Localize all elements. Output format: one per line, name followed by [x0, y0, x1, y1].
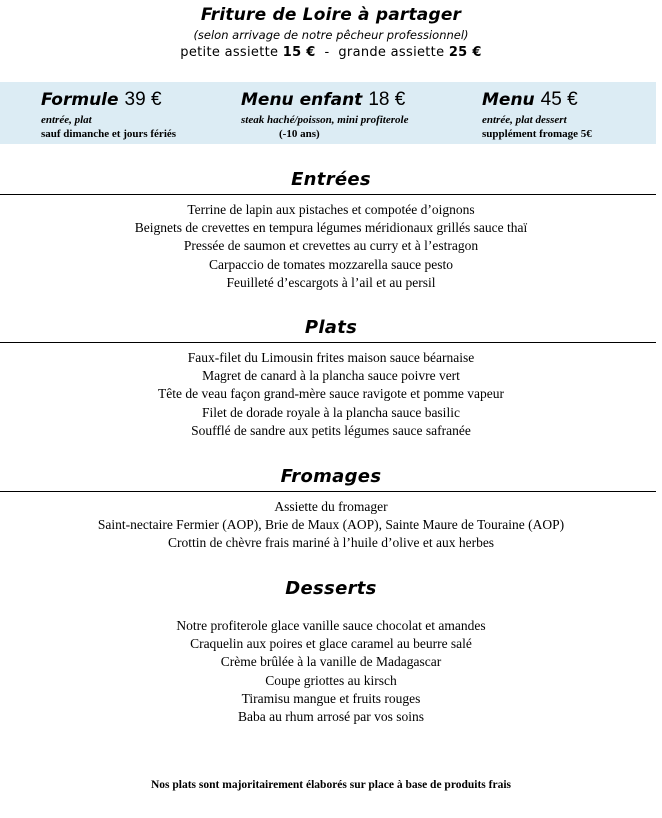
friture-prices [0, 44, 662, 62]
section-plats [0, 316, 662, 440]
petite-price: 15 € [282, 45, 316, 60]
menu-item: Filet de dorade royale à la plancha sauce basilic [202, 404, 460, 420]
menu-item: Crème brûlée à la vanille de Madagascar [220, 654, 442, 670]
grande-price: 25 € [448, 45, 482, 60]
formula-price: 18 € [368, 89, 406, 110]
menu-item: Tête de veau façon grand-mère sauce ravigote et pomme vapeur [158, 386, 504, 402]
petite-label: petite assiette [180, 45, 279, 60]
menu-item: Saint-nectaire Fermier (AOP), Brie de Maux (AOP), Sainte Maure de Touraine (AOP) [97, 517, 565, 533]
menu-item: Soufflé de sandre aux petits légumes sauce safranée [191, 422, 471, 438]
section-divider [0, 342, 656, 343]
section-heading: Desserts [285, 578, 377, 599]
section-desserts [0, 577, 662, 726]
menu-item: Tiramisu mangue et fruits rouges [241, 690, 421, 706]
menu-item: Coupe griottes au kirsch [265, 672, 397, 688]
grande-label: grande assiette [338, 45, 445, 60]
formula-name: Menu [482, 90, 535, 110]
menu-item: Magret de canard à la plancha sauce poivre vert [202, 368, 460, 384]
formula-price: 45 € [540, 89, 578, 110]
formula-name: Menu enfant [241, 90, 363, 110]
menu-item: Pressée de saumon et crevettes au curry et à l’estragon [183, 238, 479, 254]
menu-item: Terrine de lapin aux pistaches et compotée d’oignons [187, 202, 475, 217]
formula-detail: entrée, plat [41, 114, 92, 126]
formula-note: supplément fromage 5€ [482, 128, 592, 140]
friture-block [0, 4, 662, 62]
friture-subtitle: (selon arrivage de notre pêcheur professionnel) [193, 28, 469, 42]
formula-detail: entrée, plat dessert [482, 114, 567, 126]
section-heading: Fromages [280, 466, 382, 487]
formula-detail: steak haché/poisson, mini profiterole [241, 114, 409, 126]
menu-item: Baba au rhum arrosé par vos soins [238, 709, 424, 725]
section-heading: Plats [304, 317, 358, 338]
menu-item: Crottin de chèvre frais mariné à l’huile d’olive et aux herbes [167, 535, 495, 551]
section-divider [0, 194, 656, 195]
menu-item: Craquelin aux poires et glace caramel au beurre salé [190, 636, 472, 652]
section-divider [0, 491, 656, 492]
formula-price: 39 € [124, 89, 162, 110]
section-entrees [0, 168, 662, 292]
menu-item: Faux-filet du Limousin frites maison sauce béarnaise [187, 350, 475, 365]
formula-menu-enfant [241, 88, 408, 141]
formula-note: (-10 ans) [279, 128, 320, 140]
menu-item: Assiette du fromager [274, 499, 388, 514]
menu-item: Beignets de crevettes en tempura légumes méridionaux grillés sauce thaï [134, 220, 528, 236]
section-fromages [0, 465, 662, 553]
footer-note: Nos plats sont majoritairement élaborés sur place à base de produits frais [150, 779, 511, 791]
friture-title: Friture de Loire à partager [200, 5, 462, 25]
formula-name: Formule [41, 90, 119, 110]
formula-formule [41, 88, 176, 141]
menu-item: Notre profiterole glace vanille sauce chocolat et amandes [176, 618, 486, 633]
formula-note: sauf dimanche et jours fériés [41, 128, 177, 140]
formula-band [0, 82, 656, 144]
section-heading: Entrées [291, 169, 371, 190]
menu-item: Feuilleté d’escargots à l’ail et au persil [226, 274, 436, 290]
menu-item: Carpaccio de tomates mozzarella sauce pesto [208, 256, 453, 272]
formula-menu [482, 88, 592, 141]
price-separator: - [324, 45, 330, 60]
